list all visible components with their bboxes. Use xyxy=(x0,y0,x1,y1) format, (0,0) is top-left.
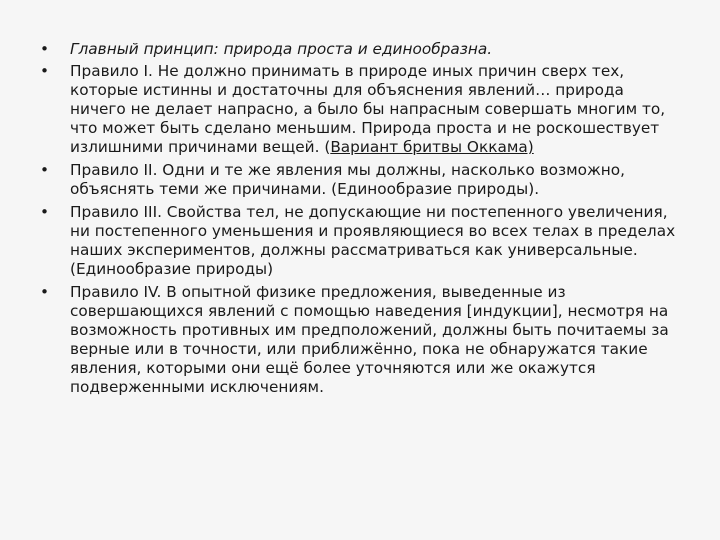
bullet-item-rule-4 xyxy=(40,283,680,397)
bullet-icon: • xyxy=(40,40,50,58)
bullet-icon: • xyxy=(40,283,50,301)
rule-1-text: Правило I. Не должно принимать в природе иных причин сверх тех, которые истинны и достаточны для объяснения явлений… природа ничего не делает напрасно, а было бы напрасным совершать многим то, что может быть сделано меньшим. Природа проста и не роскошествует излишними причинами вещей. ( xyxy=(70,62,666,156)
rule-2-text: Правило II. Одни и те же явления мы должны, насколько возможно, объяснять теми же причинами. (Единообразие природы). xyxy=(70,161,625,198)
rule-4-text: Правило IV. В опытной физике предложения, выведенные из совершающихся явлений с помощью наведения [индукции], несмотря на возможность противных им предположений, должны быть почитаемы за верные или в точности, или приближённо, пока не обнаружатся такие явления, которыми они ещё более уточняются или же окажутся подверженными исключениям. xyxy=(70,283,669,396)
bullet-item-main-principle xyxy=(40,40,680,59)
bullet-item-rule-2 xyxy=(40,161,680,199)
bullet-item-rule-1 xyxy=(40,62,680,157)
rule-3-text: Правило III. Свойства тел, не допускающие ни постепенного увеличения, ни постепенного уменьшения и проявляющиеся во всех телах в пределах наших экспериментов, должны рассматриваться как универсальные. (Единообразие природы) xyxy=(70,203,676,278)
bullet-icon: • xyxy=(40,203,50,221)
bullet-icon: • xyxy=(40,62,50,80)
bullet-item-rule-3 xyxy=(40,203,680,279)
main-principle-text: Главный принцип: природа проста и единообразна. xyxy=(70,40,493,58)
bullet-icon: • xyxy=(40,161,50,179)
bullet-list xyxy=(40,40,680,401)
occam-razor-link[interactable]: Вариант бритвы Оккама) xyxy=(330,138,534,156)
